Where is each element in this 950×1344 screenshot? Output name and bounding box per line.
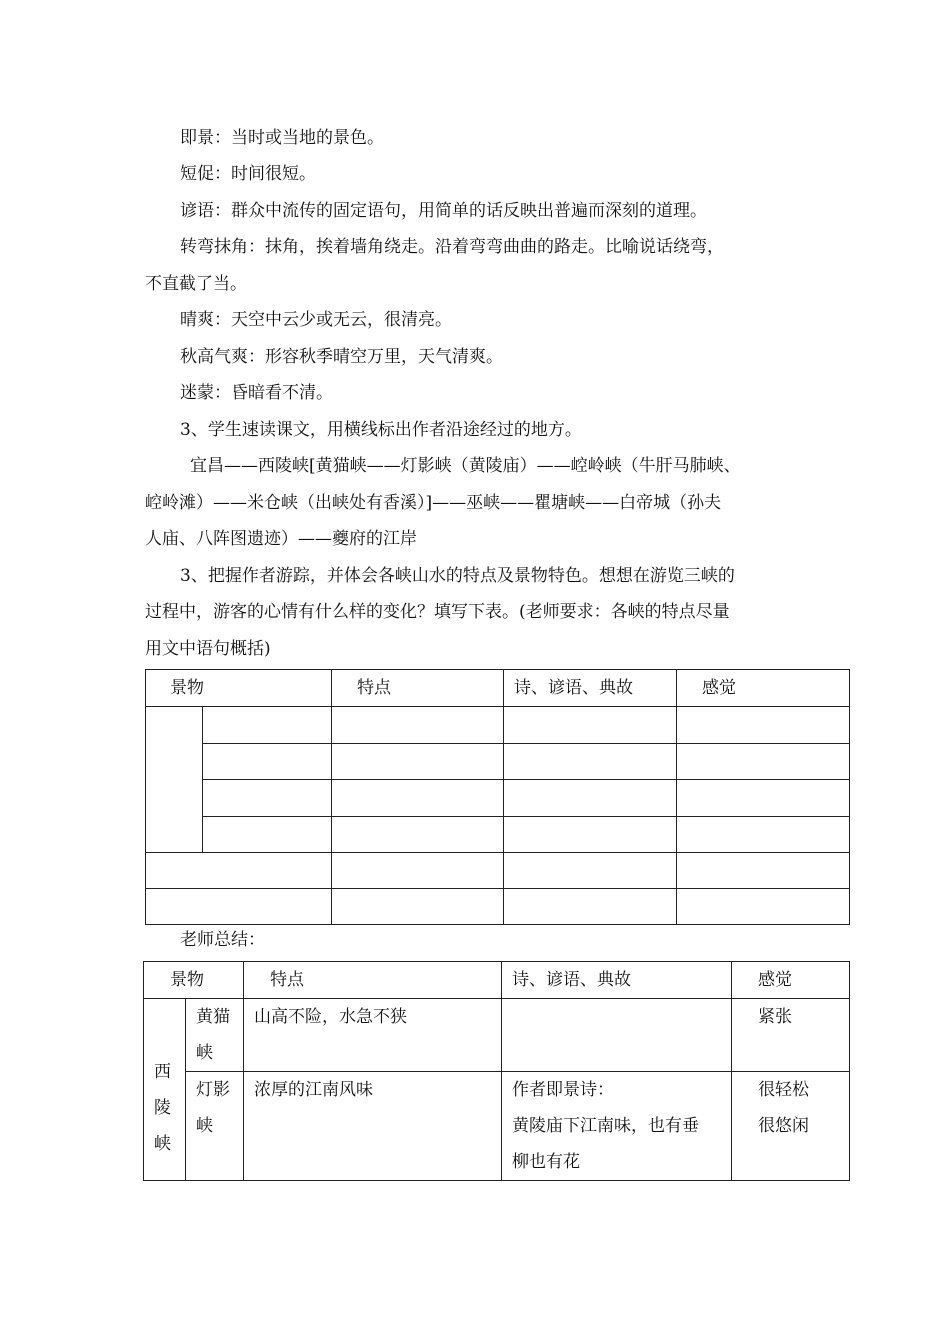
table-cell[interactable] [677,707,850,744]
table-cell[interactable] [332,817,504,853]
feature-cell: 浓厚的江南风味 [244,1072,502,1181]
group-name-cell [144,999,186,1181]
table-cell[interactable] [332,707,504,744]
worksheet-table [145,669,850,925]
table-cell[interactable] [203,707,332,744]
table-cell[interactable] [504,780,677,817]
table-cell[interactable] [504,853,677,889]
table-cell[interactable] [504,889,677,925]
vocab-line: 谚语：群众中流传的固定语句，用简单的话反映出普遍而深刻的道理。 [180,201,707,221]
table-cell[interactable] [203,744,332,780]
route-line: 人庙、八阵图遗迹）——夔府的江岸 [145,529,417,549]
poem-cell [502,999,732,1072]
table-cell[interactable] [203,780,332,817]
vocab-line: 短促：时间很短。 [180,164,316,184]
table-cell[interactable] [677,744,850,780]
table-cell[interactable] [146,853,332,889]
table-cell[interactable] [203,817,332,853]
table-cell[interactable] [146,889,332,925]
table-header: 特点 [332,670,504,707]
poem-line: 作者即景诗： [512,1080,614,1100]
gorge-name: 峡 [196,1116,213,1136]
vocab-line: 秋高气爽：形容秋季晴空万里，天气清爽。 [180,347,503,367]
vocab-line: 转弯抹角：抹角，挨着墙角绕走。沿着弯弯曲曲的路走。比喻说话绕弯， [180,237,724,257]
task-instruction: 用文中语句概括) [145,639,271,659]
table-header: 特点 [244,962,502,999]
task-instruction: 3、学生速读课文，用横线标出作者沿途经过的地方。 [180,420,582,440]
table-cell[interactable] [332,889,504,925]
route-line: 崆岭滩）——米仓峡（出峡处有香溪）]——巫峡——瞿塘峡——白帝城（孙夫 [145,493,722,513]
table-header: 景物 [146,670,332,707]
table-cell[interactable] [677,853,850,889]
task-instruction: 3、把握作者游踪，并体会各峡山水的特点及景物特色。想想在游览三峡的 [180,566,735,586]
gorge-name-cell [186,999,244,1072]
table-cell[interactable] [504,707,677,744]
table-cell[interactable] [677,817,850,853]
vocab-line: 迷蒙：昏暗看不清。 [180,383,333,403]
group-name-char: 峡 [154,1133,171,1154]
table-header: 景物 [144,962,244,999]
feeling-text: 很轻松 [758,1080,809,1100]
group-name-char: 西 [154,1061,171,1082]
table-cell[interactable] [677,780,850,817]
table-cell[interactable] [332,853,504,889]
table-cell[interactable] [677,889,850,925]
gorge-name: 黄猫 [196,1007,230,1027]
poem-line: 黄陵庙下江南味，也有垂 [512,1116,699,1136]
vocab-line: 即景：当时或当地的景色。 [180,128,384,148]
route-line: 宜昌——西陵峡[黄猫峡——灯影峡（黄陵庙）——崆岭峡（牛肝马肺峡、 [190,456,741,476]
task-instruction: 过程中，游客的心情有什么样的变化？填写下表。(老师要求：各峡的特点尽量 [145,602,730,622]
feeling-text: 紧张 [758,1007,792,1027]
summary-label: 老师总结： [180,930,265,950]
summary-table [143,961,850,1181]
table-header: 感觉 [732,962,850,999]
table-cell[interactable] [504,744,677,780]
table-cell[interactable] [504,817,677,853]
feeling-cell [732,999,850,1072]
poem-line: 柳也有花 [512,1152,580,1172]
group-name-char: 陵 [154,1097,171,1118]
feeling-text: 很悠闲 [758,1116,809,1136]
table-header: 诗、谚语、典故 [504,670,677,707]
feature-cell: 山高不险，水急不狭 [244,999,502,1072]
table-cell[interactable] [332,780,504,817]
gorge-name: 灯影 [196,1080,230,1100]
vocab-line: 晴爽：天空中云少或无云，很清亮。 [180,310,452,330]
poem-cell [502,1072,732,1181]
gorge-name: 峡 [196,1043,213,1063]
table-cell[interactable] [332,744,504,780]
table-cell[interactable] [146,707,203,853]
table-header: 感觉 [677,670,850,707]
feeling-cell [732,1072,850,1181]
gorge-name-cell [186,1072,244,1181]
vocab-line: 不直截了当。 [145,274,247,294]
table-header: 诗、谚语、典故 [502,962,732,999]
